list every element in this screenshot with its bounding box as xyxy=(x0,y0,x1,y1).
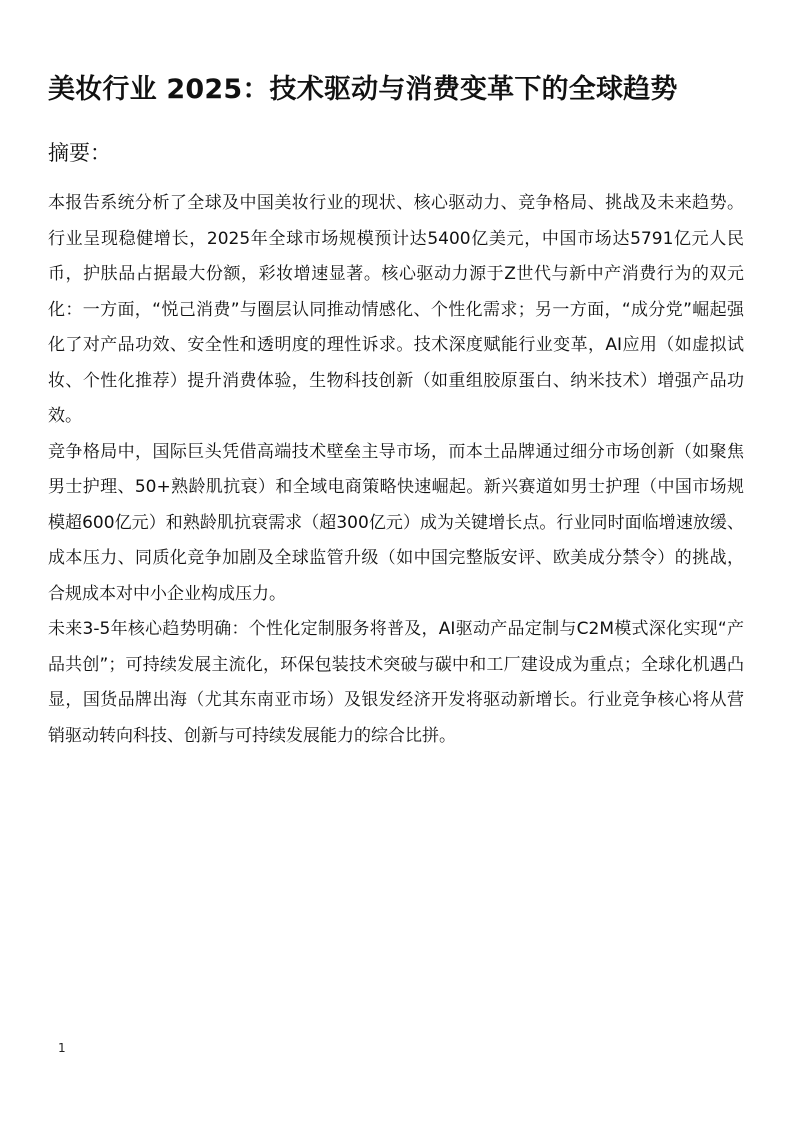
abstract-body xyxy=(48,186,744,754)
page-number: 1 xyxy=(58,1041,66,1055)
abstract-paragraph-future-trends: 未来3-5年核心趋势明确：个性化定制服务将普及，AI驱动产品定制与C2M模式深化实现“产品共创”；可持续发展主流化，环保包装技术突破与碳中和工厂建设成为重点；全球化机遇凸显，国货品牌出海（尤其东南亚市场）及银发经济开发将驱动新增长。行业竞争核心将从营销驱动转向科技、创新与可持续发展能力的综合比拼。 xyxy=(48,619,744,746)
document-title: 美妆行业 2025：技术驱动与消费变革下的全球趋势 xyxy=(48,74,678,105)
abstract-paragraph-overview: 本报告系统分析了全球及中国美妆行业的现状、核心驱动力、竞争格局、挑战及未来趋势。行业呈现稳健增长，2025年全球市场规模预计达5400亿美元，中国市场达5791亿元人民币，护肤品占据最大份额，彩妆增速显著。核心驱动力源于Z世代与新中产消费行为的双元化：一方面，“悦己消费”与圈层认同推动情感化、个性化需求；另一方面，“成分党”崛起强化了对产品功效、安全性和透明度的理性诉求。技术深度赋能行业变革，AI应用（如虚拟试妆、个性化推荐）提升消费体验，生物科技创新（如重组胶原蛋白、纳米技术）增强产品功效。 xyxy=(48,193,744,426)
abstract-heading: 摘要： xyxy=(48,141,111,165)
abstract-paragraph-competition: 竞争格局中，国际巨头凭借高端技术壁垒主导市场，而本土品牌通过细分市场创新（如聚焦男士护理、50+熟龄肌抗衰）和全域电商策略快速崛起。新兴赛道如男士护理（中国市场规模超600亿元）和熟龄肌抗衰需求（超300亿元）成为关键增长点。行业同时面临增速放缓、成本压力、同质化竞争加剧及全球监管升级（如中国完整版安评、欧美成分禁令）的挑战，合规成本对中小企业构成压力。 xyxy=(48,441,744,604)
